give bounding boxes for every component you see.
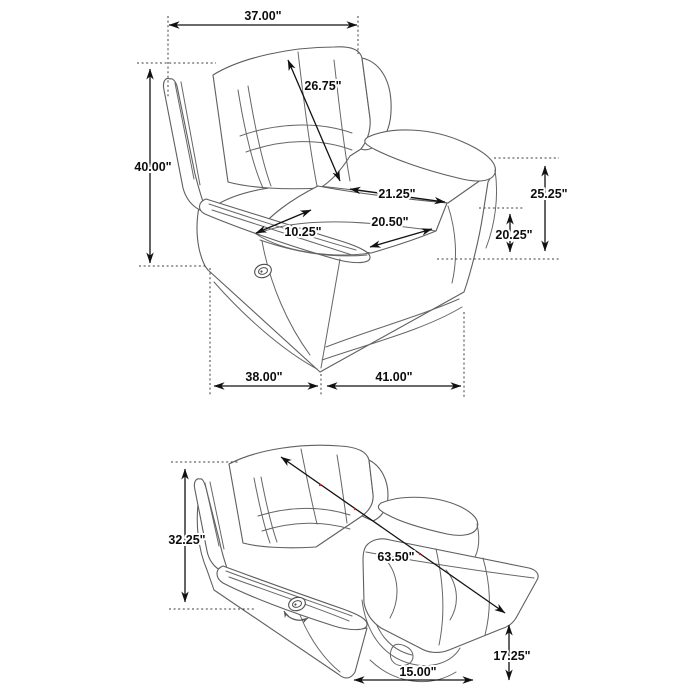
dimension-footrest-height	[493, 625, 530, 680]
red-artifact-dot	[354, 508, 356, 510]
dimension-label: 21.25"	[378, 187, 416, 201]
dimension-label: 10.25"	[284, 225, 322, 239]
dimension-label: 41.00"	[375, 370, 413, 384]
recliner-reclined-drawing	[194, 445, 538, 681]
red-artifact-dot	[319, 484, 321, 486]
dimension-label: 26.75"	[304, 79, 342, 93]
recliner-upright-drawing	[163, 47, 496, 372]
dimension-label: 20.50"	[371, 215, 409, 229]
dimension-label: 17.25"	[493, 649, 531, 663]
dimension-label: 20.25"	[495, 228, 533, 242]
dimension-label: 37.00"	[244, 9, 282, 23]
reclined-right-arm	[378, 497, 477, 535]
dimension-base-depth	[214, 370, 321, 397]
upright-right-arm	[365, 130, 496, 181]
dimension-label: 63.50"	[377, 550, 415, 564]
dimension-label: 15.00"	[399, 665, 437, 679]
dimension-label: 38.00"	[245, 370, 283, 384]
dimension-label: 32.25"	[168, 533, 206, 547]
upright-left-wing	[163, 78, 207, 213]
red-artifact-dot	[419, 553, 421, 555]
dimension-label: 25.25"	[530, 187, 568, 201]
reclined-backrest	[229, 445, 373, 548]
dimension-footrest-extension	[346, 665, 473, 680]
dimension-label: 40.00"	[134, 160, 172, 174]
